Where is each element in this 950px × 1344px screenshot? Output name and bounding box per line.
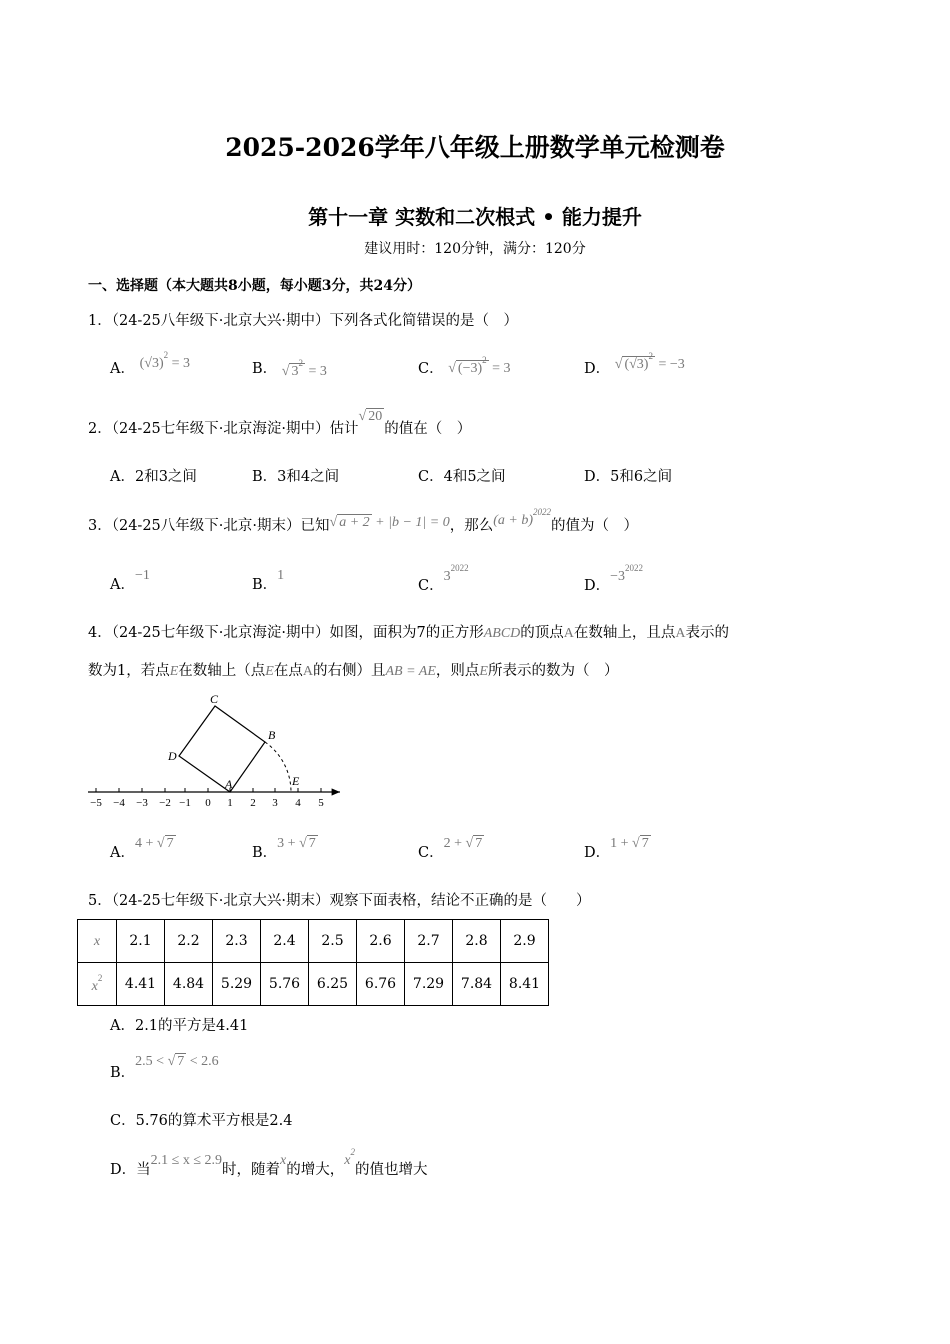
table-cell: 2.4: [261, 920, 309, 963]
radicand: 20: [368, 409, 383, 424]
question-text: ，则点: [435, 663, 480, 679]
question-2: [88, 409, 472, 438]
tick-label: 5: [318, 797, 324, 809]
q2-option-c[interactable]: C．4和5之间: [418, 469, 506, 485]
option-label: B．: [252, 361, 278, 377]
point-e: E: [265, 664, 274, 679]
question-text: 所表示的数为（ ）: [487, 663, 619, 679]
exponent: 2: [482, 355, 487, 365]
q5-option-b[interactable]: [110, 1054, 219, 1082]
addend: 2 +: [443, 836, 463, 851]
math-expression: √ $(-3)^2 = 3$: [448, 355, 511, 376]
question-1: [88, 309, 518, 330]
table-row: [78, 920, 549, 963]
power-expression: [493, 507, 551, 528]
point-a: A: [302, 664, 313, 679]
base: −3: [610, 569, 626, 584]
section-heading: 一、选择题（本大题共8小题，每小题3分，共24分）: [88, 278, 421, 294]
tick-label: 3: [272, 797, 278, 809]
option-value: 1 + √ 7: [610, 836, 649, 851]
radicand: 7: [308, 836, 316, 851]
table-cell: [78, 920, 117, 963]
addend: 4 +: [134, 836, 154, 851]
q3-option-c[interactable]: [418, 563, 469, 595]
right-bound: < 2.6: [189, 1054, 219, 1069]
table-cell: 2.5: [309, 920, 357, 963]
q1-option-c[interactable]: [418, 356, 511, 378]
rhs: = 3: [171, 356, 191, 371]
radicand: 3: [291, 364, 299, 379]
question-text: （24-25七年级下·北京海淀·期中）如图，面积为7的正方形: [111, 625, 484, 641]
point-a: A: [563, 626, 574, 641]
question-text-end: 的值为（ ）: [550, 518, 638, 534]
option-value: 1: [277, 568, 285, 583]
q5-option-c[interactable]: C．5.76的算术平方根是2.4: [110, 1113, 293, 1129]
q5-option-a[interactable]: A．2.1的平方是4.41: [110, 1018, 249, 1034]
equation: AB = AE: [385, 664, 436, 679]
base: (a + b): [493, 513, 533, 528]
vertex-label-c: C: [210, 692, 219, 706]
base: 3: [443, 569, 451, 584]
exponent: 2: [163, 350, 169, 360]
question-4-line-1: [88, 621, 729, 642]
table-cell: 2.6: [357, 920, 405, 963]
page-title: 2025-2026学年八年级上册数学单元检测卷: [225, 133, 725, 162]
table-cell: 2.2: [165, 920, 213, 963]
exponent: 2: [350, 1147, 355, 1157]
table-cell: [78, 963, 117, 1006]
tick-label: −3: [136, 797, 148, 809]
table-cell: 6.76: [357, 963, 405, 1006]
option-label: D．: [584, 578, 611, 594]
option-label: D．当: [110, 1162, 151, 1178]
chapter-subtitle: 第十一章 实数和二次根式 • 能力提升: [308, 205, 642, 229]
question-text: （24-25七年级下·北京大兴·期末）观察下面表格，结论不正确的是（ ）: [111, 893, 591, 909]
vertex-label-d: D: [168, 749, 177, 763]
option-label: B．: [252, 577, 278, 593]
q4-option-d[interactable]: [584, 836, 651, 862]
time-info: 建议用时：120分钟，满分：120分: [364, 241, 586, 257]
option-label: B．: [110, 1065, 136, 1081]
table-cell: 7.84: [453, 963, 501, 1006]
row-label: x: [93, 933, 101, 949]
question-text: 表示的: [685, 625, 730, 641]
table-cell: 2.1: [117, 920, 165, 963]
table-cell: 4.41: [117, 963, 165, 1006]
question-5: [88, 889, 591, 910]
exponent: 2022: [450, 563, 469, 573]
square-label: ABCD: [483, 626, 521, 641]
option-value: 4 + √ 7: [134, 836, 174, 851]
tick-label: −1: [179, 797, 191, 809]
tick-label: −2: [159, 797, 171, 809]
point-a: A: [675, 626, 686, 641]
vertex-label-b: B: [268, 728, 276, 742]
option-value: 2.5 < √ 7 < 2.6: [135, 1054, 219, 1069]
exponent: 2: [648, 351, 653, 361]
question-3: [88, 507, 638, 535]
question-number: 2．: [88, 421, 112, 437]
table-cell: 6.25: [309, 963, 357, 1006]
question-text: （24-25七年级下·北京海淀·期中）估计: [111, 421, 359, 437]
math-expression: √ $(√3)^2 = -3$: [614, 351, 685, 372]
math-expression: $(√3)^2 = 3$: [139, 350, 191, 371]
radicand: 7: [641, 836, 649, 851]
addend: 1 +: [610, 836, 629, 851]
question-text: 的右侧）且: [312, 663, 386, 679]
square-abcd: [179, 706, 265, 792]
option-value: [610, 563, 644, 584]
tick-label: −4: [113, 797, 125, 809]
question-text: 的顶点: [520, 625, 564, 641]
radicand: √3: [629, 357, 644, 372]
radicand: a + 2: [339, 515, 370, 530]
q2-option-a[interactable]: A．2和3之间: [110, 469, 197, 485]
table-cell: 2.3: [213, 920, 261, 963]
addend: 3 +: [277, 836, 296, 851]
table-cell: 5.76: [261, 963, 309, 1006]
question-text: 数为1，若点: [88, 663, 170, 679]
q5-option-d[interactable]: [110, 1147, 428, 1179]
rhs: = −3: [658, 357, 685, 372]
radicand: 7: [475, 836, 483, 851]
rhs: = 3: [308, 364, 327, 379]
arc-b-to-e: [265, 742, 291, 792]
table-cell: 2.9: [501, 920, 549, 963]
sqrt-expression: √ 20: [358, 409, 383, 424]
exponent: 2022: [532, 507, 551, 517]
exponent: 2: [298, 358, 303, 368]
option-value: 2 + √ 7: [443, 836, 483, 851]
exponent: 2: [97, 973, 103, 983]
question-number: 3．: [88, 518, 112, 534]
option-text: 的增大，: [286, 1162, 345, 1178]
option-label: A．: [110, 577, 135, 593]
q1-option-d[interactable]: [584, 351, 685, 378]
table-cell: 5.29: [213, 963, 261, 1006]
option-label: A．: [110, 361, 135, 377]
question-text: 在数轴上（点: [178, 663, 266, 679]
tick-label: 0: [205, 797, 211, 809]
option-value: [443, 563, 469, 584]
q4-option-b[interactable]: [252, 836, 318, 862]
q3-option-b[interactable]: [252, 568, 285, 594]
option-text: 时，随着: [222, 1162, 281, 1178]
q4-option-a[interactable]: [110, 836, 176, 862]
question-text-end: 的值在（ ）: [384, 421, 472, 437]
condition-expression: √ a + 2 + |b − 1| = 0: [329, 515, 450, 530]
question-text: （24-25八年级下·北京·期末）已知: [111, 518, 330, 534]
option-text: 的值也增大: [354, 1162, 428, 1178]
option-label: D．: [584, 361, 611, 377]
question-text: （24-25八年级下·北京大兴·期中）下列各式化简错误的是（ ）: [111, 313, 519, 329]
row-label: x: [91, 979, 98, 994]
option-label: C．: [418, 845, 444, 861]
question-number: 4．: [88, 625, 112, 641]
tick-label: 2: [250, 797, 256, 809]
squares-table: [77, 919, 549, 1006]
table-cell: 4.84: [165, 963, 213, 1006]
vertex-label-a: A: [225, 777, 233, 791]
question-number: 1．: [88, 313, 112, 329]
option-label: A．: [110, 845, 135, 861]
vertex-label-e: E: [292, 774, 300, 788]
radical: √3: [144, 356, 159, 371]
condition-rest: + |b − 1| = 0: [375, 515, 450, 530]
question-4-line-2: [88, 659, 618, 680]
option-value: −1: [134, 568, 150, 583]
option-label: B．: [252, 845, 278, 861]
radicand: (−3): [457, 361, 483, 376]
variable-x: x: [280, 1153, 287, 1168]
radicand: 7: [166, 836, 174, 851]
question-text: 在点: [273, 663, 303, 679]
table-cell: 2.8: [453, 920, 501, 963]
q3-option-a[interactable]: [110, 568, 150, 594]
tick-label: 4: [295, 797, 301, 809]
number-line-figure: [84, 688, 349, 812]
option-value: 3 + √ 7: [277, 836, 316, 851]
table-cell: 7.29: [405, 963, 453, 1006]
option-label: C．: [418, 578, 444, 594]
q4-option-c[interactable]: [418, 836, 484, 862]
table-cell: 2.7: [405, 920, 453, 963]
tick-label: −5: [90, 797, 102, 809]
q1-option-a[interactable]: [110, 350, 191, 378]
base: x: [344, 1153, 351, 1168]
rhs: = 3: [492, 361, 511, 376]
q2-option-d[interactable]: D．5和6之间: [584, 469, 673, 485]
question-number: 5．: [88, 893, 112, 909]
table-cell: 8.41: [501, 963, 549, 1006]
exponent: 2022: [625, 563, 644, 573]
variable-x-squared: [344, 1147, 355, 1168]
range-expression: 2.1 ≤ x ≤ 2.9: [150, 1153, 223, 1168]
question-text-mid: ，那么: [449, 518, 494, 534]
math-expression: √ $3^2 = 3$: [281, 358, 327, 379]
q2-option-b[interactable]: B．3和4之间: [252, 469, 340, 485]
option-label: D．: [584, 845, 611, 861]
point-e: E: [169, 664, 179, 679]
table-row: [78, 963, 549, 1006]
radicand: 7: [177, 1054, 185, 1069]
tick-label: 1: [227, 797, 233, 809]
q1-option-b[interactable]: [252, 356, 327, 378]
q3-option-d[interactable]: [584, 563, 644, 595]
left-bound: 2.5 <: [135, 1054, 165, 1069]
point-e: E: [479, 664, 488, 679]
question-text: 在数轴上，且点: [573, 625, 676, 641]
option-label: C．: [418, 361, 444, 377]
